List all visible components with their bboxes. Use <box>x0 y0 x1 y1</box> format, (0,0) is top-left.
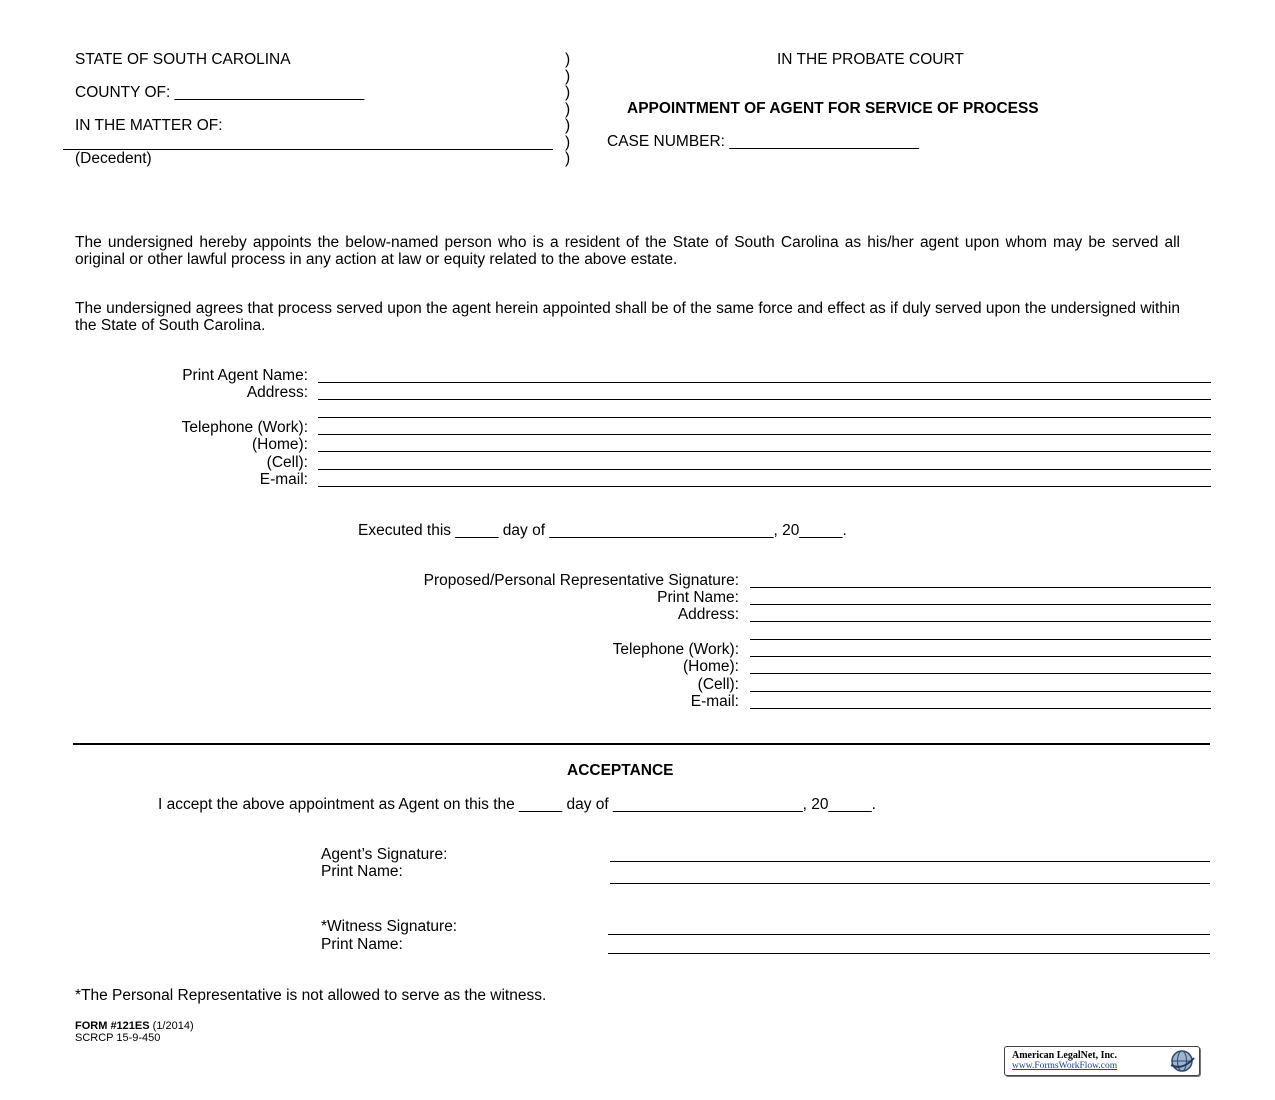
form-rule: SCRCP 15-9-450 <box>75 1032 161 1044</box>
witness-footnote: *The Personal Representative is not allowed to serve as the witness. <box>75 987 547 1004</box>
paren-6: ) <box>565 134 571 151</box>
matter-label: IN THE MATTER OF: <box>75 117 223 134</box>
rep-address-label: Address: <box>677 606 739 623</box>
witness-print-name-label: Print Name: <box>321 936 403 953</box>
witness-signature-label: *Witness Signature: <box>321 918 458 935</box>
agent-address-line-1[interactable] <box>318 399 1211 400</box>
rep-signature-line[interactable] <box>750 587 1211 588</box>
case-number: CASE NUMBER: ______________________ <box>607 133 919 150</box>
logo-company: American LegalNet, Inc. <box>1012 1050 1117 1061</box>
agent-email-line[interactable] <box>318 486 1211 487</box>
agent-tel-cell-label: (Cell): <box>266 454 308 471</box>
acceptance-text: I accept the above appointment as Agent on this the _____ day of ______________________, 20_____. <box>158 796 876 813</box>
agent-address-label: Address: <box>246 384 308 401</box>
case-number-blank[interactable]: ______________________ <box>729 133 919 150</box>
executed-year-blank[interactable]: _____ <box>799 522 843 539</box>
paren-1: ) <box>565 51 571 68</box>
rep-tel-work-line[interactable] <box>750 656 1211 657</box>
agreement-paragraph: The undersigned agrees that process served upon the agent herein appointed shall be of the same force and effect as if duly served upon the undersigned within the State of South Carolina. <box>75 300 1180 334</box>
agent-tel-work-label: Telephone (Work): <box>181 419 308 436</box>
agent-tel-home-label: (Home): <box>252 436 308 453</box>
rep-email-line[interactable] <box>750 708 1211 709</box>
rep-address-line-2[interactable] <box>750 639 1211 640</box>
paren-3: ) <box>565 84 571 101</box>
county-blank[interactable]: ______________________ <box>174 84 365 101</box>
paren-5: ) <box>565 117 571 134</box>
executed-line: Executed this _____ day of __________________________, 20_____. <box>358 522 847 539</box>
witness-signature-line[interactable] <box>608 934 1210 935</box>
appointment-paragraph: The undersigned hereby appoints the below-named person who is a resident of the State of South Carolina as his/her agent upon whom may be served all original or other lawful process in any action at law or equity related to the above estate. <box>75 234 1180 268</box>
form-number: FORM #121ES (1/2014) <box>75 1020 194 1032</box>
executed-day-blank[interactable]: _____ <box>455 522 499 539</box>
acceptance-heading: ACCEPTANCE <box>567 762 674 779</box>
rep-tel-cell-label: (Cell): <box>697 676 739 693</box>
rep-tel-home-label: (Home): <box>683 658 739 675</box>
county-label: COUNTY OF: ______________________ <box>75 84 365 101</box>
agent-signature-line[interactable] <box>610 861 1210 862</box>
rep-email-label: E-mail: <box>690 693 739 710</box>
paren-4: ) <box>565 101 571 118</box>
state-heading: STATE OF SOUTH CAROLINA <box>75 51 291 68</box>
globe-icon <box>1169 1049 1195 1073</box>
agent-print-name-label: Print Name: <box>321 863 403 880</box>
agent-tel-work-line[interactable] <box>318 434 1211 435</box>
logo-url[interactable]: www.FormsWorkFlow.com <box>1012 1061 1118 1071</box>
rep-signature-label: Proposed/Personal Representative Signature: <box>423 572 739 589</box>
section-divider <box>73 743 1210 745</box>
agent-name-label: Print Agent Name: <box>182 367 308 384</box>
agent-tel-cell-line[interactable] <box>318 469 1211 470</box>
rep-tel-home-line[interactable] <box>750 673 1211 674</box>
rep-address-line-1[interactable] <box>750 621 1211 622</box>
american-legalnet-logo <box>1004 1046 1200 1076</box>
executed-month-blank[interactable]: __________________________ <box>549 522 774 539</box>
agent-signature-label: Agent’s Signature: <box>321 846 448 863</box>
court-heading: IN THE PROBATE COURT <box>777 51 964 68</box>
rep-print-name-line[interactable] <box>750 604 1211 605</box>
decedent-label: (Decedent) <box>75 150 152 167</box>
witness-print-name-line[interactable] <box>608 953 1210 954</box>
paren-2: ) <box>565 68 571 85</box>
rep-print-name-label: Print Name: <box>657 589 739 606</box>
agent-email-label: E-mail: <box>259 471 308 488</box>
form-title: APPOINTMENT OF AGENT FOR SERVICE OF PROCESS <box>627 100 1039 117</box>
agent-tel-home-line[interactable] <box>318 451 1211 452</box>
agent-print-name-line[interactable] <box>610 883 1210 884</box>
rep-tel-work-label: Telephone (Work): <box>612 641 739 658</box>
agent-name-line[interactable] <box>318 382 1211 383</box>
agent-address-line-2[interactable] <box>318 417 1211 418</box>
rep-tel-cell-line[interactable] <box>750 691 1211 692</box>
paren-7: ) <box>565 150 571 167</box>
